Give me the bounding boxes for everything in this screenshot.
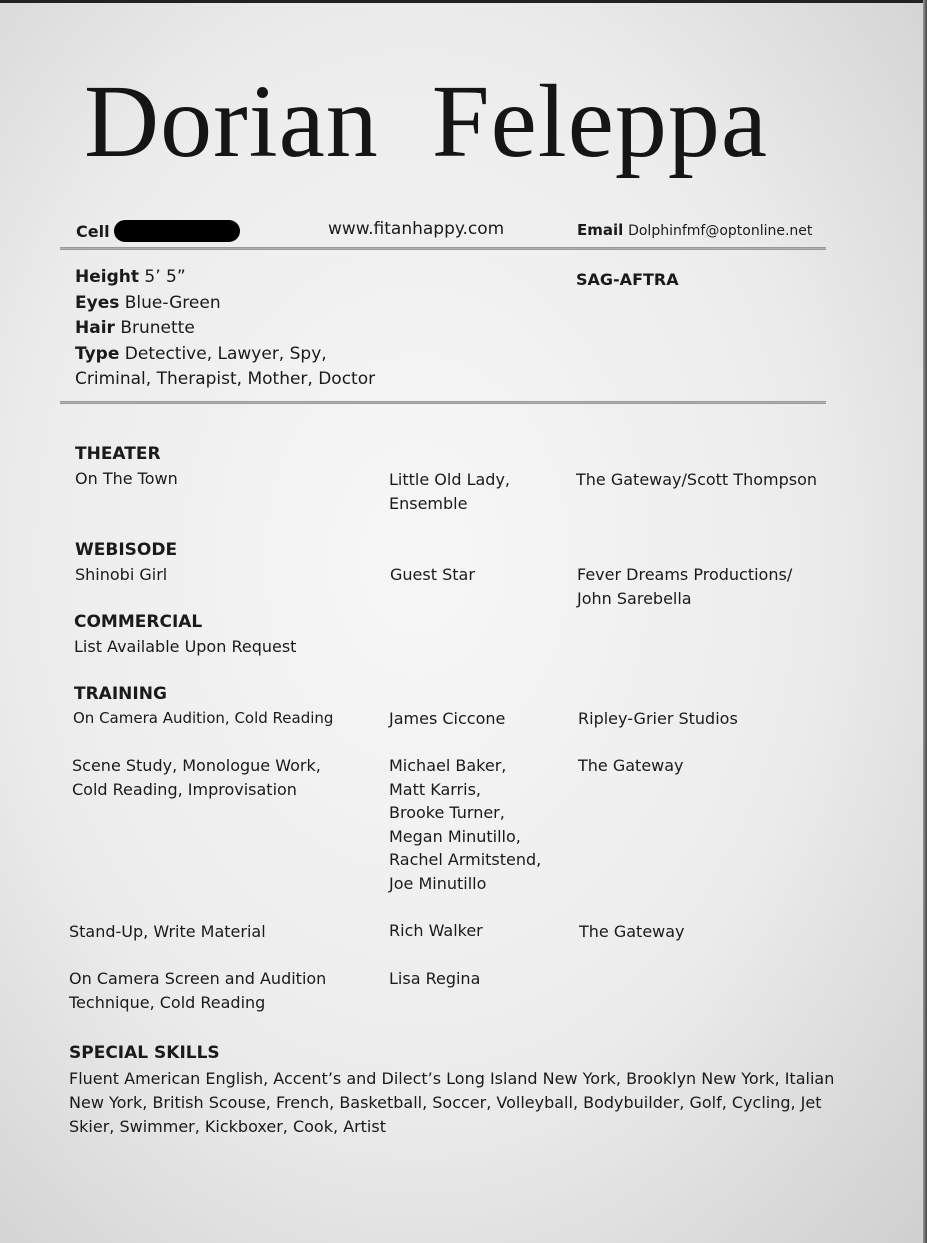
training-class-1: On Camera Audition, Cold Reading bbox=[73, 709, 334, 727]
divider-top bbox=[60, 247, 826, 250]
email-address[interactable]: Dolphinfmf@optonline.net bbox=[628, 223, 813, 239]
eyes-line bbox=[75, 291, 375, 317]
type-line bbox=[75, 342, 375, 368]
last-name: Feleppa bbox=[431, 64, 769, 179]
training-teacher-2: Michael Baker, Matt Karris, Brooke Turner, Megan Minutillo, Rachel Armitstend, Joe Minutillo bbox=[389, 756, 542, 893]
page-edge-shadow bbox=[923, 0, 927, 1243]
training-class-2: Scene Study, Monologue Work, Cold Reading, Improvisation bbox=[72, 756, 321, 799]
eyes-label: Eyes bbox=[75, 292, 120, 313]
training-school-1: Ripley-Grier Studios bbox=[578, 709, 738, 728]
union-status: SAG-AFTRA bbox=[576, 270, 679, 289]
webisode-title: Shinobi Girl bbox=[75, 565, 168, 584]
training-teacher-4: Lisa Regina bbox=[389, 969, 481, 988]
cell-contact bbox=[76, 220, 240, 242]
training-heading: TRAINING bbox=[74, 684, 167, 704]
hair-label: Hair bbox=[75, 318, 115, 338]
redacted-phone bbox=[114, 220, 240, 242]
website-link[interactable]: www.fitanhappy.com bbox=[328, 219, 505, 239]
email-label: Email bbox=[577, 221, 624, 239]
training-school-3: The Gateway bbox=[579, 922, 685, 941]
attributes-block bbox=[75, 265, 375, 393]
theater-heading: THEATER bbox=[75, 444, 161, 464]
email-contact bbox=[577, 221, 812, 239]
skills-heading: SPECIAL SKILLS bbox=[69, 1043, 220, 1063]
commercial-note: List Available Upon Request bbox=[74, 637, 297, 656]
webisode-heading: WEBISODE bbox=[75, 540, 178, 560]
height-label: Height bbox=[75, 267, 139, 287]
hair-line bbox=[75, 316, 375, 342]
training-teacher-1: James Ciccone bbox=[389, 709, 506, 728]
cell-label: Cell bbox=[76, 222, 110, 241]
hair-value: Brunette bbox=[120, 318, 195, 338]
training-school-2: The Gateway bbox=[578, 756, 684, 775]
training-teacher-3: Rich Walker bbox=[389, 921, 483, 940]
resume-name bbox=[84, 62, 768, 181]
webisode-role: Guest Star bbox=[390, 565, 475, 584]
height-line bbox=[75, 265, 375, 291]
training-class-4: On Camera Screen and Audition Technique, Cold Reading bbox=[69, 969, 327, 1012]
type-label: Type bbox=[75, 343, 120, 364]
webisode-producer: Fever Dreams Productions/ John Sarebella bbox=[577, 565, 793, 608]
page-edge bbox=[0, 0, 927, 3]
divider-middle bbox=[60, 401, 826, 404]
type-line-2: Criminal, Therapist, Mother, Doctor bbox=[75, 369, 376, 389]
skills-text: Fluent American English, Accent’s and Dilect’s Long Island New York, Brooklyn New York, Italian New York, British Scouse, French, Basketball, Soccer, Volleyball, Bodybuilder, Golf, Cycling, Jet Skier, Swimmer, Kickboxer, Cook, Artist bbox=[69, 1069, 835, 1136]
theater-show: On The Town bbox=[75, 469, 178, 488]
training-class-3: Stand-Up, Write Material bbox=[69, 922, 266, 941]
commercial-heading: COMMERCIAL bbox=[74, 612, 203, 632]
theater-role: Little Old Lady, Ensemble bbox=[389, 470, 510, 513]
first-name: Dorian bbox=[84, 64, 379, 179]
type-value-line1: Detective, Lawyer, Spy, bbox=[124, 343, 327, 364]
height-value: 5’ 5” bbox=[144, 267, 186, 287]
theater-venue: The Gateway/Scott Thompson bbox=[576, 470, 817, 489]
eyes-value: Blue-Green bbox=[124, 292, 221, 313]
